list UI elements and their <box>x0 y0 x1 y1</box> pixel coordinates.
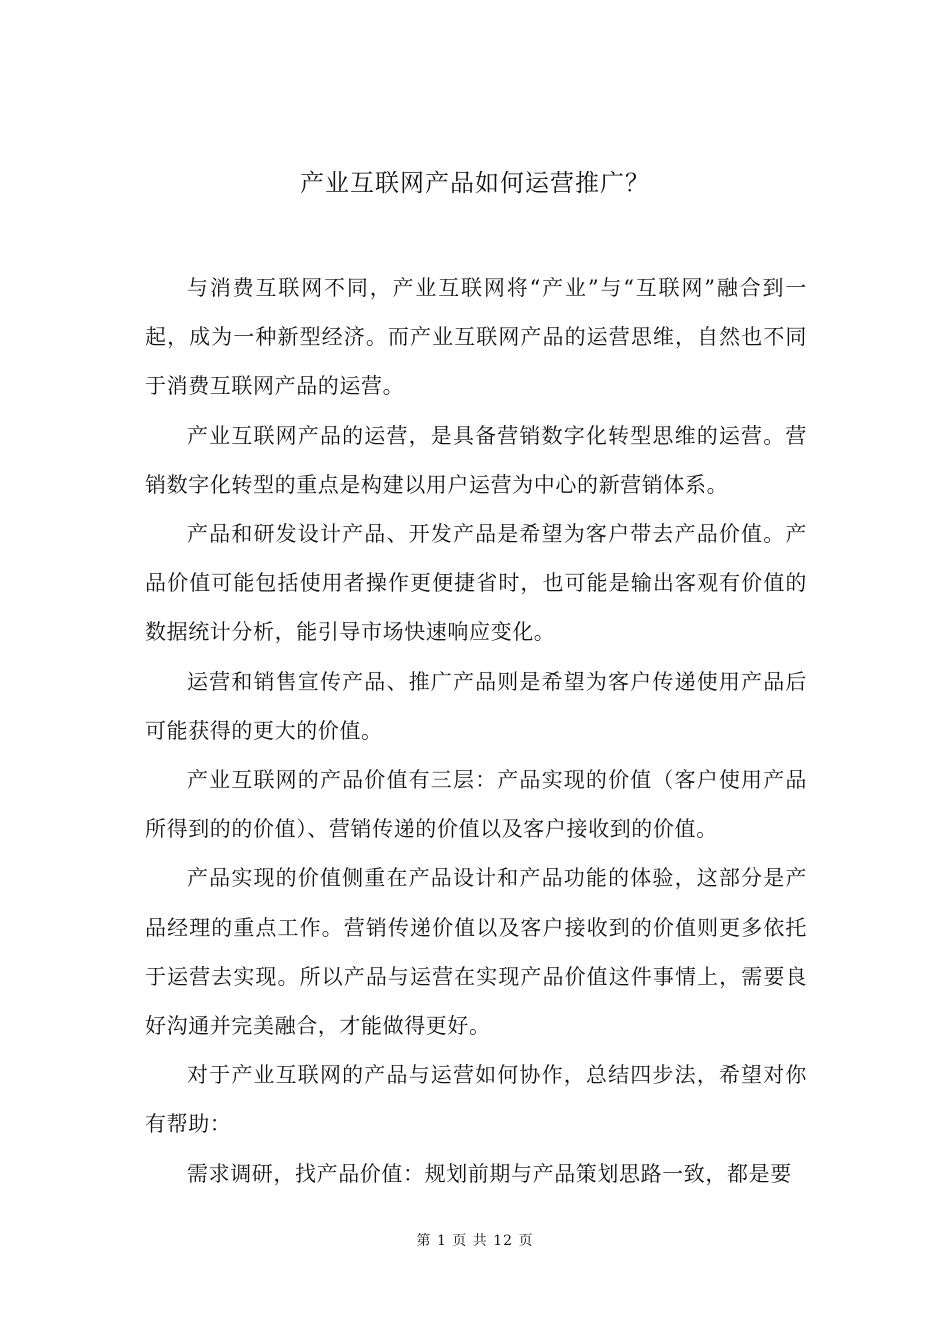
paragraph: 对于产业互联网的产品与运营如何协作，总结四步法，希望对你有帮助： <box>145 1063 807 1137</box>
paragraph: 产业互联网产品的运营，是具备营销数字化转型思维的运营。营销数字化转型的重点是构建以用户运营为中心的新营销体系。 <box>145 423 807 497</box>
page-footer: 第 1 页 共 12 页 <box>416 1233 534 1249</box>
paragraph: 产品实现的价值侧重在产品设计和产品功能的体验，这部分是产品经理的重点工作。营销传递价值以及客户接收到的价值则更多依托于运营去实现。所以产品与运营在实现产品价值这件事情上，需要良好沟通并完美融合，才能做得更好。 <box>145 866 807 1039</box>
paragraph: 与消费互联网不同，产业互联网将“产业”与“互联网”融合到一起，成为一种新型经济。而产业互联网产品的运营思维，自然也不同于消费互联网产品的运营。 <box>145 276 807 399</box>
document-title: 产业互联网产品如何运营推广？ <box>300 169 650 197</box>
paragraph: 产品和研发设计产品、开发产品是希望为客户带去产品价值。产品价值可能包括使用者操作更便捷省时，也可能是输出客观有价值的数据统计分析，能引导市场快速响应变化。 <box>145 522 807 645</box>
document-body <box>145 264 807 1199</box>
paragraph: 产业互联网的产品价值有三层：产品实现的价值（客户使用产品所得到的的价值）、营销传递的价值以及客户接收到的价值。 <box>145 768 807 842</box>
paragraph: 运营和销售宣传产品、推广产品则是希望为客户传递使用产品后可能获得的更大的价值。 <box>145 669 807 743</box>
paragraph: 需求调研，找产品价值：规划前期与产品策划思路一致，都是要 <box>187 1161 792 1186</box>
